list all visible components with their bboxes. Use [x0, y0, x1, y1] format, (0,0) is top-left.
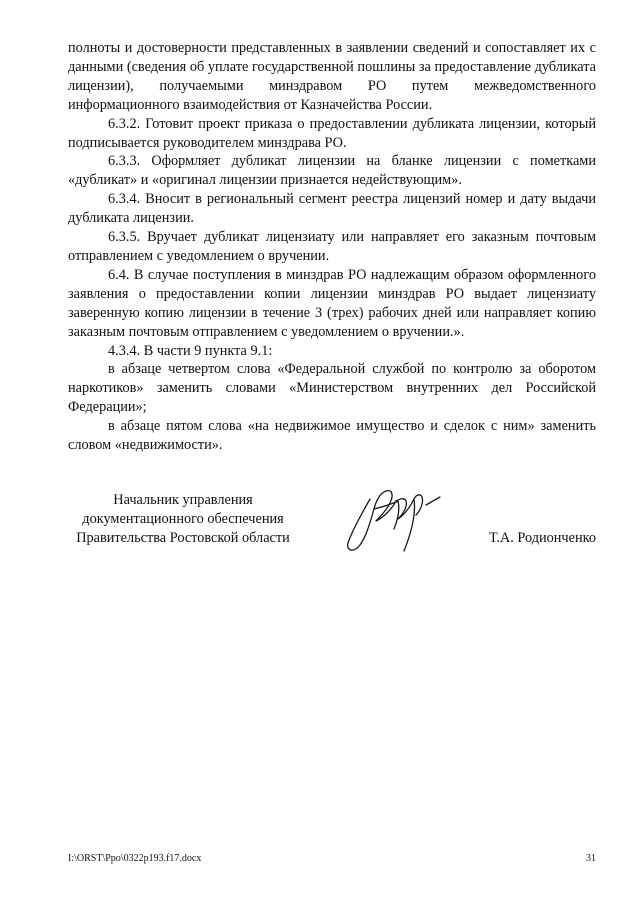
document-body: [68, 39, 596, 455]
signatory-name: Т.А. Родионченко: [489, 529, 596, 546]
page-number: 31: [586, 853, 596, 864]
paragraph: в абзаце пятом слова «на недвижимое имущество и сделок с ним» заменить словом «недвижимости».: [68, 418, 596, 454]
signature-block: [68, 491, 596, 561]
paragraph: 6.3.2. Готовит проект приказа о предоставлении дубликата лицензии, который подписывается руководителем минздрава РО.: [68, 115, 596, 151]
signatory-title: [68, 491, 298, 548]
paragraph: 6.3.4. Вносит в региональный сегмент реестра лицензий номер и дату выдачи дубликата лицензии.: [68, 191, 596, 227]
handwritten-signature-icon: [340, 479, 460, 561]
signatory-title-line: Правительства Ростовской области: [76, 529, 290, 546]
paragraph: в абзаце четвертом слова «Федеральной службой по контролю за оборотом наркотиков» заменить словами «Министерством внутренних дел Российской Федерации»;: [68, 361, 596, 416]
paragraph: 6.3.5. Вручает дубликат лицензиату или направляет его заказным почтовым отправлением с уведомлением о вручении.: [68, 229, 596, 264]
paragraph: 6.4. В случае поступления в минздрав РО надлежащим образом оформленного заявления о предоставлении копии лицензии минздрав РО выдает лицензиату заверенную копию лицензии в течение 3 (трех) рабочих дней или направляет копию заказным почтовым отправлением с уведомлением о вручении.».: [68, 266, 596, 340]
paragraph: полноты и достоверности представленных в заявлении сведений и сопоставляет их с данными (сведения об уплате государственной пошлины за предоставление дубликата лицензии), получаемыми минздравом РО путем межведомственного информационного взаимодействия от Казначейства России.: [68, 40, 596, 113]
signatory-title-line: Начальник управления: [113, 492, 253, 508]
paragraph: 4.3.4. В части 9 пункта 9.1:: [108, 342, 273, 359]
signatory-title-line: документационного обеспечения: [82, 510, 284, 527]
page-footer: [68, 853, 596, 867]
file-path: I:\ORST\Ppo\0322p193.f17.docx: [68, 853, 202, 864]
paragraph: 6.3.3. Оформляет дубликат лицензии на бланке лицензии с пометками «дубликат» и «оригинал лицензии признается недействующим».: [68, 153, 596, 189]
